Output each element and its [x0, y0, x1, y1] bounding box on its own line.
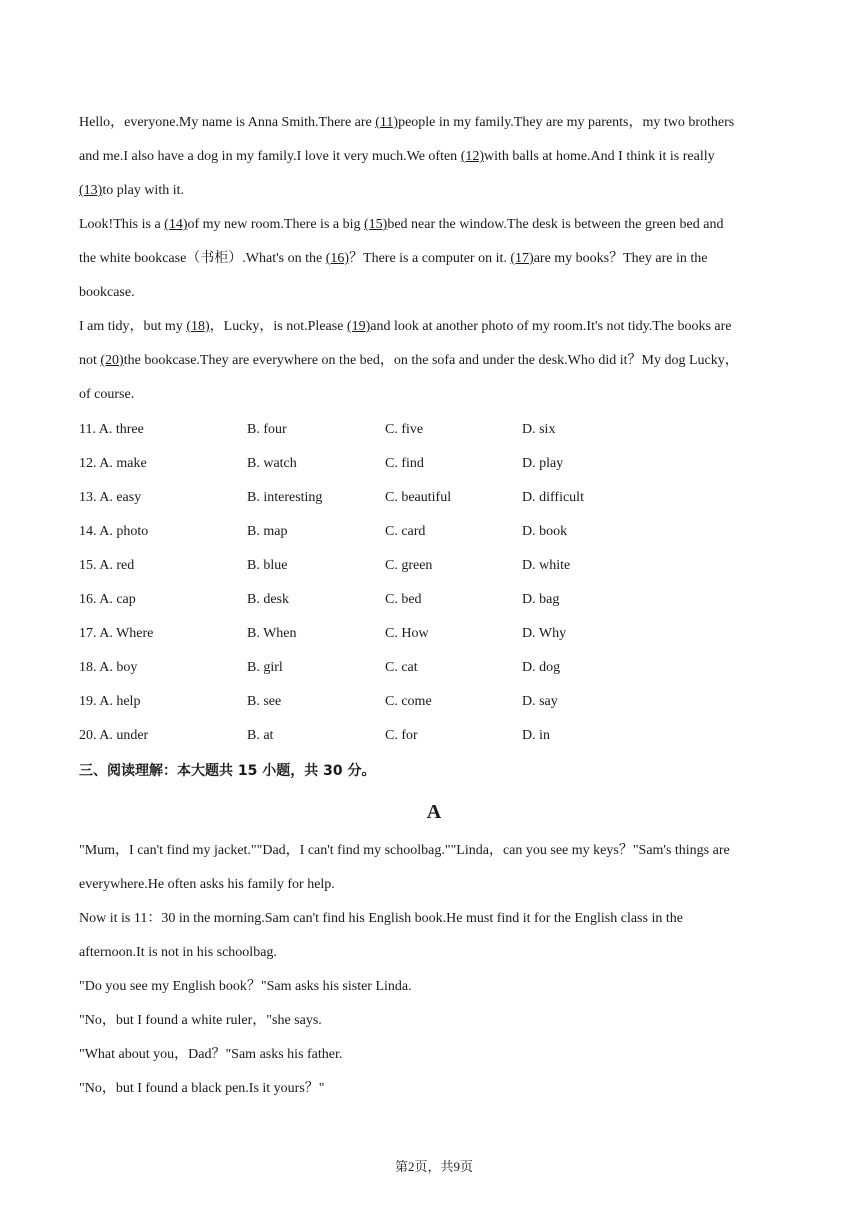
option-a: 16. A. cap [79, 592, 136, 607]
options-row-17 [79, 624, 779, 644]
option-b: B. desk [247, 592, 289, 607]
option-d: D. dog [522, 660, 561, 675]
blank-17: (17) [510, 251, 534, 266]
reading-line-6: "No，but I found a white ruler，"she says. [79, 1013, 322, 1028]
option-b: B. girl [247, 660, 283, 675]
options-row-20 [79, 726, 779, 746]
options-row-16 [79, 590, 779, 610]
option-c: C. card [385, 524, 426, 539]
option-c: C. five [385, 422, 424, 437]
reading-line-2: everywhere.He often asks his family for help. [79, 877, 335, 892]
blank-11: (11) [375, 115, 399, 130]
blank-18: (18) [186, 319, 210, 334]
option-d: D. bag [522, 592, 560, 607]
option-a: 13. A. easy [79, 490, 142, 505]
option-c: C. bed [385, 592, 422, 607]
options-row-13 [79, 488, 779, 508]
option-a: 15. A. red [79, 558, 135, 573]
option-c: C. come [385, 694, 432, 709]
passage-line-8: not (20)the bookcase.They are everywhere on the bed，on the sofa and under the desk.Who did it？My dog Lucky， [79, 353, 739, 368]
options-row-14 [79, 522, 779, 542]
option-a: 11. A. three [79, 422, 144, 437]
section-title: 三、阅读理解：本大题共 15 小题，共 30 分。 [79, 763, 376, 779]
option-d: D. Why [522, 626, 567, 641]
blank-15: (15) [364, 217, 388, 232]
passage-line-2: and me.I also have a dog in my family.I love it very much.We often (12)with balls at home.And I think it is really [79, 149, 715, 164]
passage-line-1: Hello，everyone.My name is Anna Smith.There are (11)people in my family.They are my parents，my two brothers [79, 115, 735, 130]
blank-20: (20) [100, 353, 124, 368]
option-a: 17. A. Where [79, 626, 154, 641]
passage-line-9: of course. [79, 387, 135, 402]
blank-19: (19) [346, 319, 371, 334]
reading-line-8: "No，but I found a black pen.Is it yours？" [79, 1081, 325, 1096]
option-c: C. cat [385, 660, 418, 675]
option-d: D. in [522, 728, 550, 743]
reading-line-5: "Do you see my English book？"Sam asks his sister Linda. [79, 979, 412, 994]
option-d: D. white [522, 558, 571, 573]
option-d: D. six [522, 422, 556, 437]
option-b: B. When [247, 626, 297, 641]
blank-16: (16) [325, 251, 350, 266]
options-row-12 [79, 454, 779, 474]
passage-line-3: (13)to play with it. [79, 183, 184, 198]
page-footer: 第2页，共9页 [394, 1159, 473, 1174]
option-d: D. say [522, 694, 558, 709]
option-d: D. difficult [522, 490, 584, 505]
option-a: 12. A. make [79, 456, 147, 471]
option-d: D. book [522, 524, 568, 539]
option-b: B. watch [247, 456, 297, 471]
option-b: B. map [247, 524, 288, 539]
options-row-18 [79, 658, 779, 678]
option-b: B. blue [247, 558, 288, 573]
option-d: D. play [522, 456, 564, 471]
options-row-19 [79, 692, 779, 712]
option-c: C. green [385, 558, 433, 573]
option-a: 19. A. help [79, 694, 141, 709]
option-c: C. How [385, 626, 429, 641]
option-b: B. at [247, 728, 274, 743]
blank-13: (13) [79, 183, 103, 198]
blank-14: (14) [164, 217, 188, 232]
passage-line-5: the white bookcase（书柜）.What's on the (16)？There is a computer on it. (17)are my books？They are in the [79, 251, 708, 266]
reading-heading: A [426, 801, 442, 823]
blank-12: (12) [460, 149, 485, 164]
reading-line-1: "Mum，I can't find my jacket.""Dad，I can't find my schoolbag.""Linda，can you see my keys？"Sam's things are [79, 843, 730, 858]
passage-line-7: I am tidy，but my (18)，Lucky，is not.Please (19)and look at another photo of my room.It's not tidy.The books are [79, 319, 732, 334]
passage-line-6: bookcase. [79, 285, 135, 300]
reading-line-7: "What about you，Dad？"Sam asks his father. [79, 1047, 343, 1062]
option-a: 14. A. photo [79, 524, 149, 539]
option-b: B. interesting [247, 490, 323, 505]
options-row-11 [79, 420, 779, 440]
option-c: C. find [385, 456, 424, 471]
option-a: 18. A. boy [79, 660, 138, 675]
option-b: B. four [247, 422, 287, 437]
option-c: C. for [385, 728, 418, 743]
option-a: 20. A. under [79, 728, 149, 743]
passage-line-4: Look!This is a (14)of my new room.There is a big (15)bed near the window.The desk is between the green bed and [79, 217, 724, 232]
reading-line-4: afternoon.It is not in his schoolbag. [79, 945, 277, 960]
options-row-15 [79, 556, 779, 576]
option-c: C. beautiful [385, 490, 452, 505]
option-b: B. see [247, 694, 282, 709]
reading-line-3: Now it is 11：30 in the morning.Sam can't find his English book.He must find it for the English class in the [79, 911, 683, 926]
